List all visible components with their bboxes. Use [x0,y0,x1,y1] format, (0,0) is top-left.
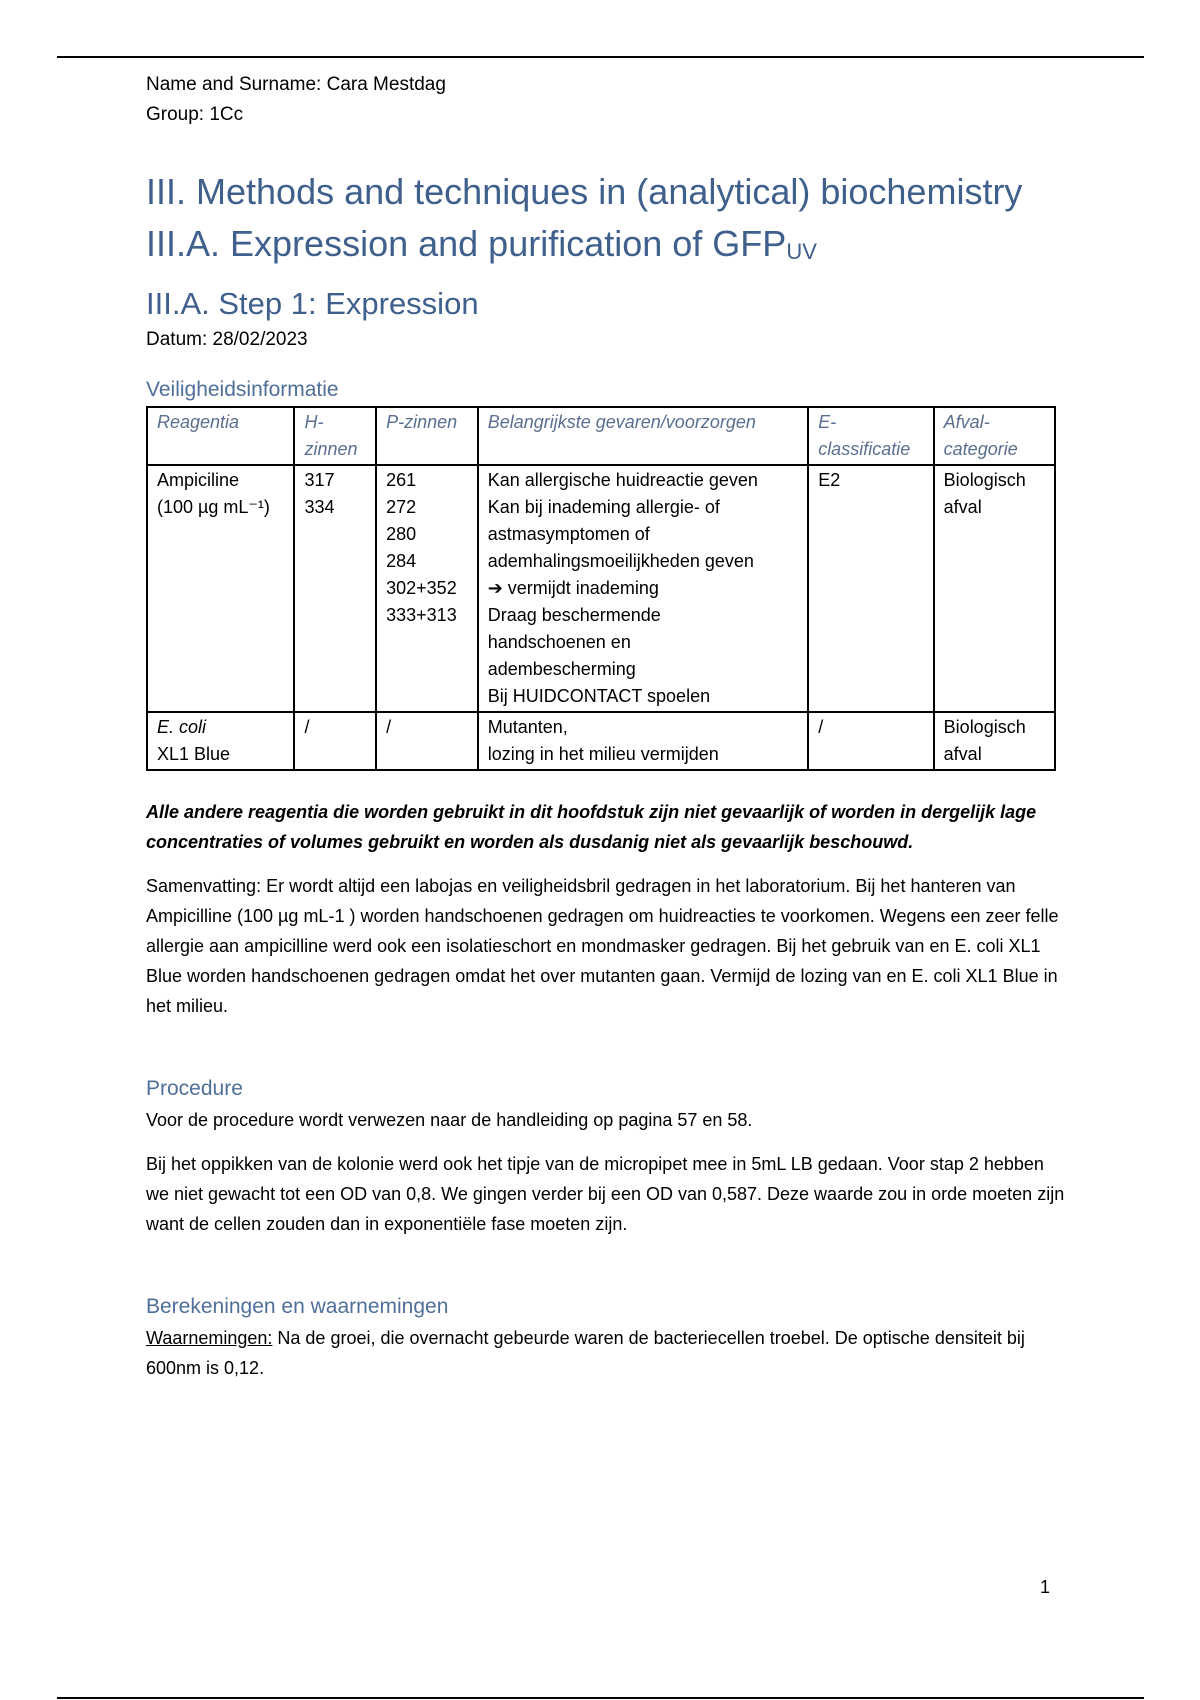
datum-line: Datum: 28/02/2023 [146,329,308,350]
cell-line: (100 µg mL⁻¹) [157,497,270,517]
summary-label: Samenvatting: [146,876,262,896]
cell-line: 333+313 [386,605,457,625]
safety-table [146,406,1056,771]
cell-line: Kan bij inademing allergie- of [487,497,720,517]
observations-label: Waarnemingen: [146,1328,273,1348]
name-line: Name and Surname: Cara Mestdag [146,74,446,95]
reagent-cell [147,712,294,770]
section-title [146,218,1066,278]
cell-line: lozing in het milieu vermijden [487,744,719,764]
cell-line: XL1 Blue [157,744,231,764]
bottom-rule [57,1697,1144,1699]
safety-warning: Alle andere reagentia die worden gebruikt in dit hoofdstuk zijn niet gevaarlijk of worden in dergelijk lage concentraties of volumes gebruikt en worden als dusdanig niet als gevaarlijk beschouwd. [146,802,1037,852]
observations-paragraph [146,1323,1066,1383]
h-zinnen-cell [294,465,376,712]
page-number: 1 [1040,1577,1051,1597]
summary-text: Er wordt altijd een labojas en veiligheidsbril gedragen in het laboratorium. Bij het hanteren van Ampicilline (100 µg mL-1 ) worden handschoenen gedragen om huidreacties te voorkomen. Wegens een zeer felle allergie aan ampicilline werd ook een isolatieschort en mondmasker gedragen. Bij het gebruik van en E. coli XL1 Blue worden handschoenen gedragen omdat het over mutanten gaan. Vermijd de lozing van en E. coli XL1 Blue in het milieu. [146,876,1059,1016]
p-zinnen-cell [376,465,478,712]
p-zinnen-cell [376,712,478,770]
e-class-cell [808,465,933,712]
reagent-cell [147,465,294,712]
cell-line: 317 [304,470,335,490]
cell-line: astmasymptomen of [487,524,650,544]
cell-line: adembescherming [487,659,636,679]
cell-line: handschoenen en [487,632,631,652]
procedure-heading: Procedure [146,1077,243,1100]
cell-line: 284 [386,551,417,571]
cell-line: 272 [386,497,417,517]
cell-line: Biologisch [943,470,1026,490]
table-row [147,465,1055,712]
cell-line: ademhalingsmoeilijkheden geven [487,551,754,571]
col-header-h-zinnen: H-zinnen [294,407,376,465]
cell-line: 302+352 [386,578,457,598]
observations-heading: Berekeningen en waarnemingen [146,1295,449,1318]
cell-line: / [818,717,824,737]
hazards-cell [478,465,808,712]
procedure-line-1: Voor de procedure wordt verwezen naar de handleiding op pagina 57 en 58. [146,1110,753,1130]
cell-line: 261 [386,470,417,490]
cell-line: E2 [818,470,841,490]
cell-line: 334 [304,497,335,517]
cell-line: Ampiciline [157,470,240,490]
table-row [147,712,1055,770]
section-title-main: III.A. Expression and purification of GFP [146,223,787,264]
cell-line: Biologisch [943,717,1026,737]
summary-paragraph [146,871,1066,1021]
col-header-e-classificatie: E-classificatie [808,407,933,465]
waste-cell [934,712,1055,770]
cell-line: E. coli [157,717,207,737]
safety-heading: Veiligheidsinformatie [146,378,339,401]
observations-text: Na de groei, die overnacht gebeurde waren de bacteriecellen troebel. De optische densiteit bij 600nm is 0,12. [146,1328,1025,1378]
col-header-p-zinnen: P-zinnen [376,407,478,465]
col-header-reagentia: Reagentia [147,407,294,465]
procedure-line-2: Bij het oppikken van de kolonie werd ook het tipje van de micropipet mee in 5mL LB gedaan. Voor stap 2 hebben we niet gewacht tot een OD van 0,8. We gingen verder bij een OD van 0,587. Deze waarde zou in orde moeten zijn want de cellen zouden dan in exponentiële fase moeten zijn. [146,1154,1065,1234]
waste-cell [934,465,1055,712]
cell-line: Draag beschermende [487,605,661,625]
group-line: Group: 1Cc [146,104,244,125]
cell-line: Mutanten, [487,717,568,737]
col-header-afvalcategorie: Afval-categorie [934,407,1055,465]
cell-line: Kan allergische huidreactie geven [487,470,758,490]
cell-line: 280 [386,524,417,544]
cell-line: afval [943,497,982,517]
cell-line: ➔ vermijdt inademing [487,578,659,598]
chapter-title: III. Methods and techniques in (analytical) biochemistry [146,171,1023,212]
top-rule [57,56,1144,58]
col-header-gevaren: Belangrijkste gevaren/voorzorgen [478,407,808,465]
cell-line: / [304,717,310,737]
table-header-row [147,407,1055,465]
section-title-subscript: UV [786,239,817,264]
cell-line: afval [943,744,982,764]
step-title: III.A. Step 1: Expression [146,286,479,321]
document-page [146,70,1066,1383]
e-class-cell [808,712,933,770]
hazards-cell [478,712,808,770]
cell-line: / [386,717,392,737]
h-zinnen-cell [294,712,376,770]
cell-line: Bij HUIDCONTACT spoelen [487,686,711,706]
